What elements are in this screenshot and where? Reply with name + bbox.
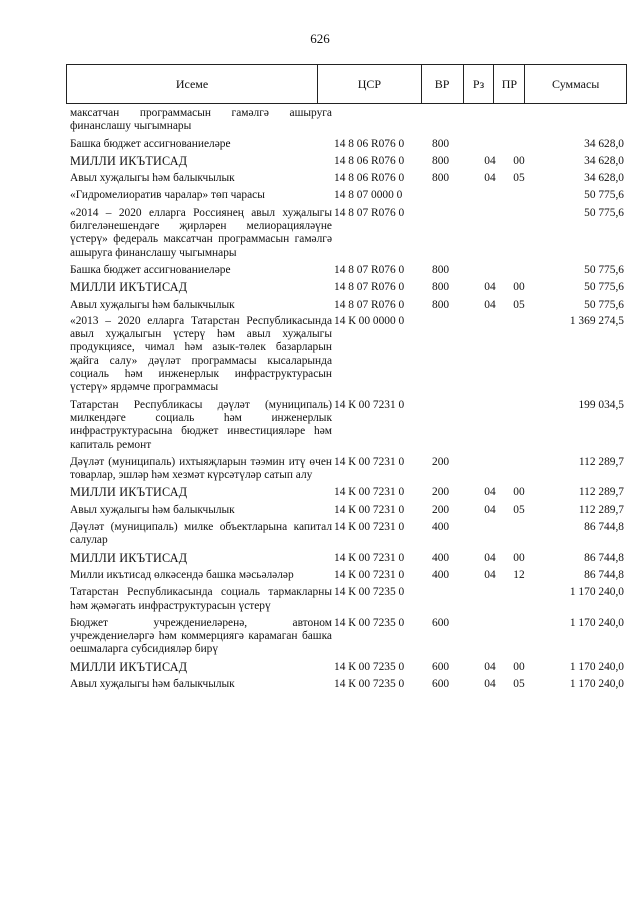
cell-pr: 05 xyxy=(513,503,525,516)
cell-rz xyxy=(476,521,504,548)
table-row xyxy=(70,299,624,312)
cell-vr: 200 xyxy=(432,486,450,499)
header-pr: ПР xyxy=(494,65,525,103)
cell-pr xyxy=(504,399,534,452)
cell-sum: 34 628,0 xyxy=(584,172,624,185)
table-row xyxy=(70,172,624,185)
table-row xyxy=(70,504,624,517)
table-row xyxy=(70,207,624,260)
cell-rz: 04 xyxy=(484,503,496,516)
cell-rz xyxy=(476,207,504,260)
cell-csr xyxy=(332,107,430,134)
cell-sum: 34 628,0 xyxy=(584,137,624,150)
table-row xyxy=(70,456,624,483)
cell-rz: 04 xyxy=(484,677,496,690)
cell-csr: 14 8 07 R076 0 xyxy=(334,281,405,294)
table-header xyxy=(66,64,627,104)
cell-sum: 50 775,6 xyxy=(584,206,624,219)
cell-pr: 05 xyxy=(513,677,525,690)
page-number: 626 xyxy=(310,31,330,46)
cell-rz xyxy=(476,138,504,151)
cell-csr: 14 К 00 7231 0 xyxy=(334,398,405,411)
cell-rz xyxy=(476,315,504,395)
cell-sum: 1 170 240,0 xyxy=(569,660,624,673)
cell-name: максатчан программасын гамәлгә ашыруга финанслашу чыгымнары xyxy=(70,107,332,133)
cell-rz: 04 xyxy=(484,281,496,294)
cell-rz: 04 xyxy=(484,486,496,499)
cell-pr: 05 xyxy=(513,172,525,185)
table-row xyxy=(70,661,624,674)
cell-pr xyxy=(504,138,534,151)
cell-pr xyxy=(504,107,534,134)
cell-sum: 50 775,6 xyxy=(584,281,624,294)
cell-pr: 00 xyxy=(513,551,525,564)
cell-csr: 14 К 00 7231 0 xyxy=(334,503,405,516)
cell-csr: 14 К 00 0000 0 xyxy=(334,314,405,327)
table-row xyxy=(70,264,624,277)
cell-vr: 800 xyxy=(432,154,450,167)
cell-rz: 04 xyxy=(484,154,496,167)
table-row xyxy=(70,189,624,202)
cell-rz: 04 xyxy=(484,660,496,673)
table-row xyxy=(70,315,624,395)
cell-vr: 800 xyxy=(432,263,450,276)
cell-csr: 14 К 00 7231 0 xyxy=(334,551,405,564)
cell-pr xyxy=(504,207,534,260)
table-body xyxy=(70,107,624,695)
cell-name: Башка бюджет ассигнованиеләре xyxy=(70,137,231,150)
cell-pr xyxy=(504,586,534,613)
table-row xyxy=(70,107,624,134)
cell-pr xyxy=(504,315,534,395)
header-name: Исеме xyxy=(67,65,318,103)
cell-csr: 14 8 07 R076 0 xyxy=(334,298,405,311)
table-row xyxy=(70,521,624,548)
table-row xyxy=(70,617,624,657)
cell-vr: 800 xyxy=(432,137,450,150)
cell-csr: 14 К 00 7235 0 xyxy=(334,677,405,690)
cell-vr: 400 xyxy=(432,521,450,534)
cell-name: МИЛЛИ ИКЪТИСАД xyxy=(70,280,188,295)
cell-vr: 400 xyxy=(432,551,450,564)
cell-vr xyxy=(430,399,476,452)
cell-name: Авыл хуҗалыгы һәм балыкчылык xyxy=(70,677,235,690)
cell-sum xyxy=(534,107,624,134)
cell-sum: 1 170 240,0 xyxy=(569,616,624,629)
cell-csr: 14 К 00 7235 0 xyxy=(334,586,405,599)
cell-pr: 12 xyxy=(513,568,525,581)
cell-vr: 800 xyxy=(432,298,450,311)
cell-sum: 1 170 240,0 xyxy=(569,586,624,599)
header-vr: ВР xyxy=(422,65,464,103)
cell-pr xyxy=(504,264,534,277)
cell-csr: 14 К 00 7231 0 xyxy=(334,455,405,468)
cell-rz: 04 xyxy=(484,172,496,185)
cell-sum: 34 628,0 xyxy=(584,154,624,167)
cell-sum: 50 775,6 xyxy=(584,298,624,311)
cell-vr: 400 xyxy=(432,568,450,581)
cell-pr: 00 xyxy=(513,154,525,167)
table-row xyxy=(70,281,624,294)
cell-pr xyxy=(504,456,534,483)
cell-csr: 14 К 00 7231 0 xyxy=(334,568,405,581)
cell-vr xyxy=(430,315,476,395)
cell-pr xyxy=(504,521,534,548)
cell-vr xyxy=(430,189,476,202)
cell-name: МИЛЛИ ИКЪТИСАД xyxy=(70,659,188,674)
table-row xyxy=(70,399,624,452)
cell-rz xyxy=(476,264,504,277)
cell-sum: 199 034,5 xyxy=(578,398,624,411)
table-row xyxy=(70,552,624,565)
cell-name: Авыл хуҗалыгы һәм балыкчылык xyxy=(70,298,235,311)
cell-csr: 14 8 06 R076 0 xyxy=(334,172,405,185)
table-row xyxy=(70,569,624,582)
cell-vr: 600 xyxy=(432,677,450,690)
cell-rz xyxy=(476,189,504,202)
cell-name: Бюджет учреждениеләренә, автоном учреждениеләргә һәм коммерциягә карамаган башка оешмаларга субсидияләр бирү xyxy=(70,616,332,656)
table-row xyxy=(70,586,624,613)
cell-name: МИЛЛИ ИКЪТИСАД xyxy=(70,485,188,500)
cell-name: МИЛЛИ ИКЪТИСАД xyxy=(70,550,188,565)
cell-csr: 14 8 06 R076 0 xyxy=(334,137,405,150)
cell-name: Милли икътисад өлкәсендә башка мәсьәләләр xyxy=(70,568,294,581)
cell-name: Дәүләт (муниципаль) милке объектларына капитал салулар xyxy=(70,521,332,547)
cell-name: «Гидромелиоратив чаралар» төп чарасы xyxy=(70,189,265,202)
cell-csr: 14 8 07 R076 0 xyxy=(334,263,405,276)
cell-name: Авыл хуҗалыгы һәм балыкчылык xyxy=(70,172,235,185)
cell-csr: 14 К 00 7231 0 xyxy=(334,521,405,534)
table-row xyxy=(70,155,624,168)
header-rz: Рз xyxy=(464,65,495,103)
cell-sum: 1 170 240,0 xyxy=(569,677,624,690)
cell-rz: 04 xyxy=(484,551,496,564)
cell-vr: 600 xyxy=(432,660,450,673)
cell-sum: 112 289,7 xyxy=(578,486,624,499)
cell-vr xyxy=(430,107,476,134)
cell-rz: 04 xyxy=(484,568,496,581)
cell-name: «2014 – 2020 елларга Россиянең авыл хуҗалыгы билгеләнешендәге җирләрен мелиорацияләүне үстерү» федераль максатчан программасын гамәлгә ашыруга финанслашу чыгымнары xyxy=(70,206,332,259)
cell-name: «2013 – 2020 елларга Татарстан Республикасында авыл хуҗалыгын үстерү һәм авыл хуҗалыгы продукциясе, чимал һәм азык-төлек базарларын җайга салу» дәүләт программасы кысаларында социаль һәм инженерлык инфраструктурасын үстерү» ярдәмче программасы xyxy=(70,314,332,394)
cell-sum: 86 744,8 xyxy=(584,551,624,564)
cell-rz xyxy=(476,107,504,134)
cell-vr xyxy=(430,586,476,613)
cell-rz: 04 xyxy=(484,298,496,311)
cell-pr: 05 xyxy=(513,298,525,311)
cell-csr: 14 8 07 R076 0 xyxy=(334,206,405,219)
cell-sum: 50 775,6 xyxy=(584,189,624,202)
cell-name: Башка бюджет ассигнованиеләре xyxy=(70,263,231,276)
cell-pr xyxy=(504,617,534,657)
cell-sum: 86 744,8 xyxy=(584,568,624,581)
cell-vr: 200 xyxy=(432,503,450,516)
cell-rz xyxy=(476,399,504,452)
cell-pr xyxy=(504,189,534,202)
cell-csr: 14 К 00 7231 0 xyxy=(334,486,405,499)
cell-vr: 800 xyxy=(432,281,450,294)
cell-vr: 600 xyxy=(432,616,450,629)
cell-pr: 00 xyxy=(513,486,525,499)
cell-rz xyxy=(476,617,504,657)
cell-rz xyxy=(476,456,504,483)
table-row xyxy=(70,678,624,691)
cell-name: МИЛЛИ ИКЪТИСАД xyxy=(70,153,188,168)
header-sum: Суммасы xyxy=(551,76,600,91)
cell-sum: 50 775,6 xyxy=(584,263,624,276)
cell-vr xyxy=(430,207,476,260)
table-row xyxy=(70,486,624,499)
cell-sum: 112 289,7 xyxy=(578,455,624,468)
cell-name: Татарстан Республикасы дәүләт (муниципаль) милкендәге социаль һәм инженерлык инфраструктурасына бюджет инвестицияләре һәм капиталь ремонт xyxy=(70,398,332,451)
header-csr: ЦСР xyxy=(318,65,422,103)
cell-name: Авыл хуҗалыгы һәм балыкчылык xyxy=(70,503,235,516)
cell-csr: 14 К 00 7235 0 xyxy=(334,660,405,673)
cell-name: Дәүләт (муниципаль) ихтыяҗларын тәэмин итү өчен товарлар, эшләр һәм хезмәт күрсәтүләр сатып алу xyxy=(70,455,332,482)
cell-csr: 14 8 06 R076 0 xyxy=(334,154,405,167)
cell-vr: 800 xyxy=(432,172,450,185)
cell-csr: 14 К 00 7235 0 xyxy=(334,616,405,629)
cell-csr: 14 8 07 0000 0 xyxy=(334,189,403,202)
cell-rz xyxy=(476,586,504,613)
cell-sum: 86 744,8 xyxy=(584,521,624,534)
table-row xyxy=(70,138,624,151)
cell-sum: 112 289,7 xyxy=(578,503,624,516)
cell-vr: 200 xyxy=(432,455,450,468)
cell-sum: 1 369 274,5 xyxy=(569,314,624,327)
cell-name: Татарстан Республикасында социаль тармакларны һәм җәмәгать инфраструктурасын үстерү xyxy=(70,586,332,612)
cell-pr: 00 xyxy=(513,281,525,294)
cell-pr: 00 xyxy=(513,660,525,673)
